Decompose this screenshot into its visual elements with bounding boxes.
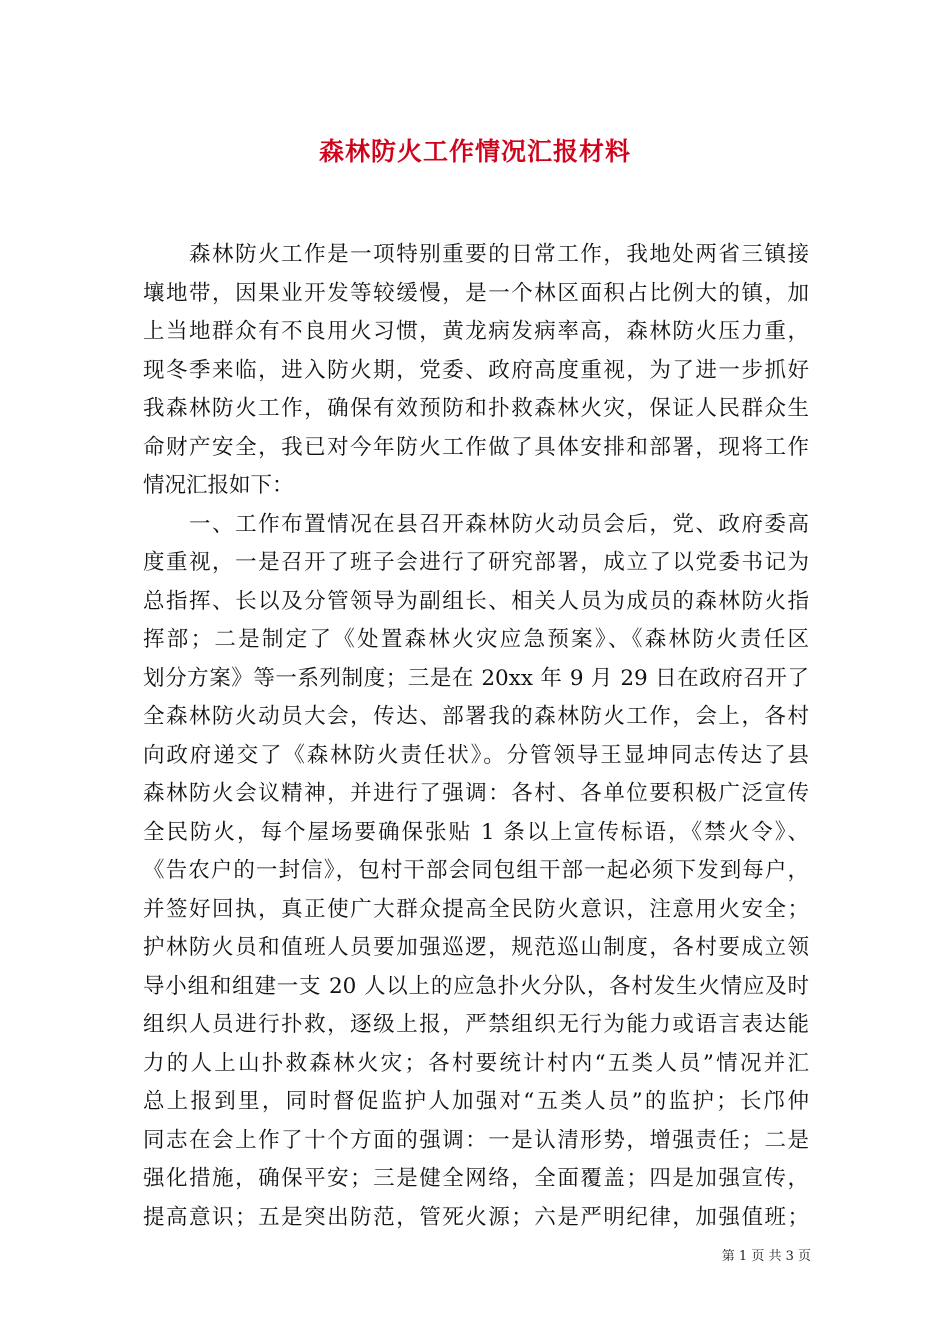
body-line: 森林防火工作是一项特别重要的日常工作，我地处两省三镇接 (143, 242, 809, 267)
body-line: 总指挥、长以及分管领导为副组长、相关人员为成员的森林防火指 (143, 588, 809, 614)
body-line: 森林防火会议精神，并进行了强调：各村、各单位要积极广泛宣传 (143, 781, 809, 806)
body-line: 《告农户的一封信》，包村干部会同包组干部一起必须下发到每户， (143, 858, 809, 883)
body-line: 导小组和组建一支 20 人以上的应急扑火分队，各村发生火情应及时 (143, 973, 809, 999)
body-line: 划分方案》等一系列制度；三是在 20xx 年 9 月 29 日在政府召开了 (143, 665, 809, 691)
document-body (143, 236, 809, 1237)
body-line: 上当地群众有不良用火习惯，黄龙病发病率高，森林防火压力重， (143, 319, 809, 344)
body-line: 同志在会上作了十个方面的强调：一是认清形势，增强责任；二是 (143, 1127, 809, 1153)
body-line: 全森林防火动员大会，传达、部署我的森林防火工作，会上，各村 (143, 704, 809, 729)
body-line: 并签好回执，真正使广大群众提高全民防火意识，注意用火安全； (143, 896, 809, 922)
body-line: 壤地带，因果业开发等较缓慢，是一个林区面积占比例大的镇，加 (143, 280, 809, 306)
body-line: 挥部；二是制定了《处置森林火灾应急预案》、《森林防火责任区 (143, 627, 809, 652)
body-line: 总上报到里，同时督促监护人加强对“五类人员”的监护；长邝仲 (143, 1089, 809, 1114)
body-line: 一、工作布置情况在县召开森林防火动员会后，党、政府委高 (143, 511, 809, 537)
body-line: 我森林防火工作，确保有效预防和扑救森林火灾，保证人民群众生 (143, 396, 809, 421)
body-line: 力的人上山扑救森林火灾；各村要统计村内“五类人员”情况并汇 (143, 1050, 809, 1076)
body-line: 全民防火，每个屋场要确保张贴 1 条以上宣传标语，《禁火令》、 (143, 819, 809, 845)
body-line: 情况汇报如下： (143, 473, 294, 498)
body-line: 度重视，一是召开了班子会进行了研究部署，成立了以党委书记为 (143, 550, 809, 575)
body-line: 命财产安全，我已对今年防火工作做了具体安排和部署，现将工作 (143, 434, 809, 460)
document-title: 森林防火工作情况汇报材料 (318, 137, 631, 166)
body-line: 强化措施，确保平安；三是健全网络，全面覆盖；四是加强宣传， (143, 1166, 809, 1191)
body-line: 向政府递交了《森林防火责任状》。分管领导王显坤同志传达了县 (143, 742, 809, 768)
page-number: 第 1 页 共 3 页 (721, 1249, 811, 1264)
body-line: 提高意识；五是突出防范，管死火源；六是严明纪律，加强值班； (143, 1204, 809, 1230)
body-line: 组织人员进行扑救，逐级上报，严禁组织无行为能力或语言表达能 (143, 1012, 809, 1037)
body-line: 护林防火员和值班人员要加强巡逻，规范巡山制度，各村要成立领 (143, 935, 809, 960)
body-line: 现冬季来临，进入防火期，党委、政府高度重视，为了进一步抓好 (143, 357, 809, 383)
